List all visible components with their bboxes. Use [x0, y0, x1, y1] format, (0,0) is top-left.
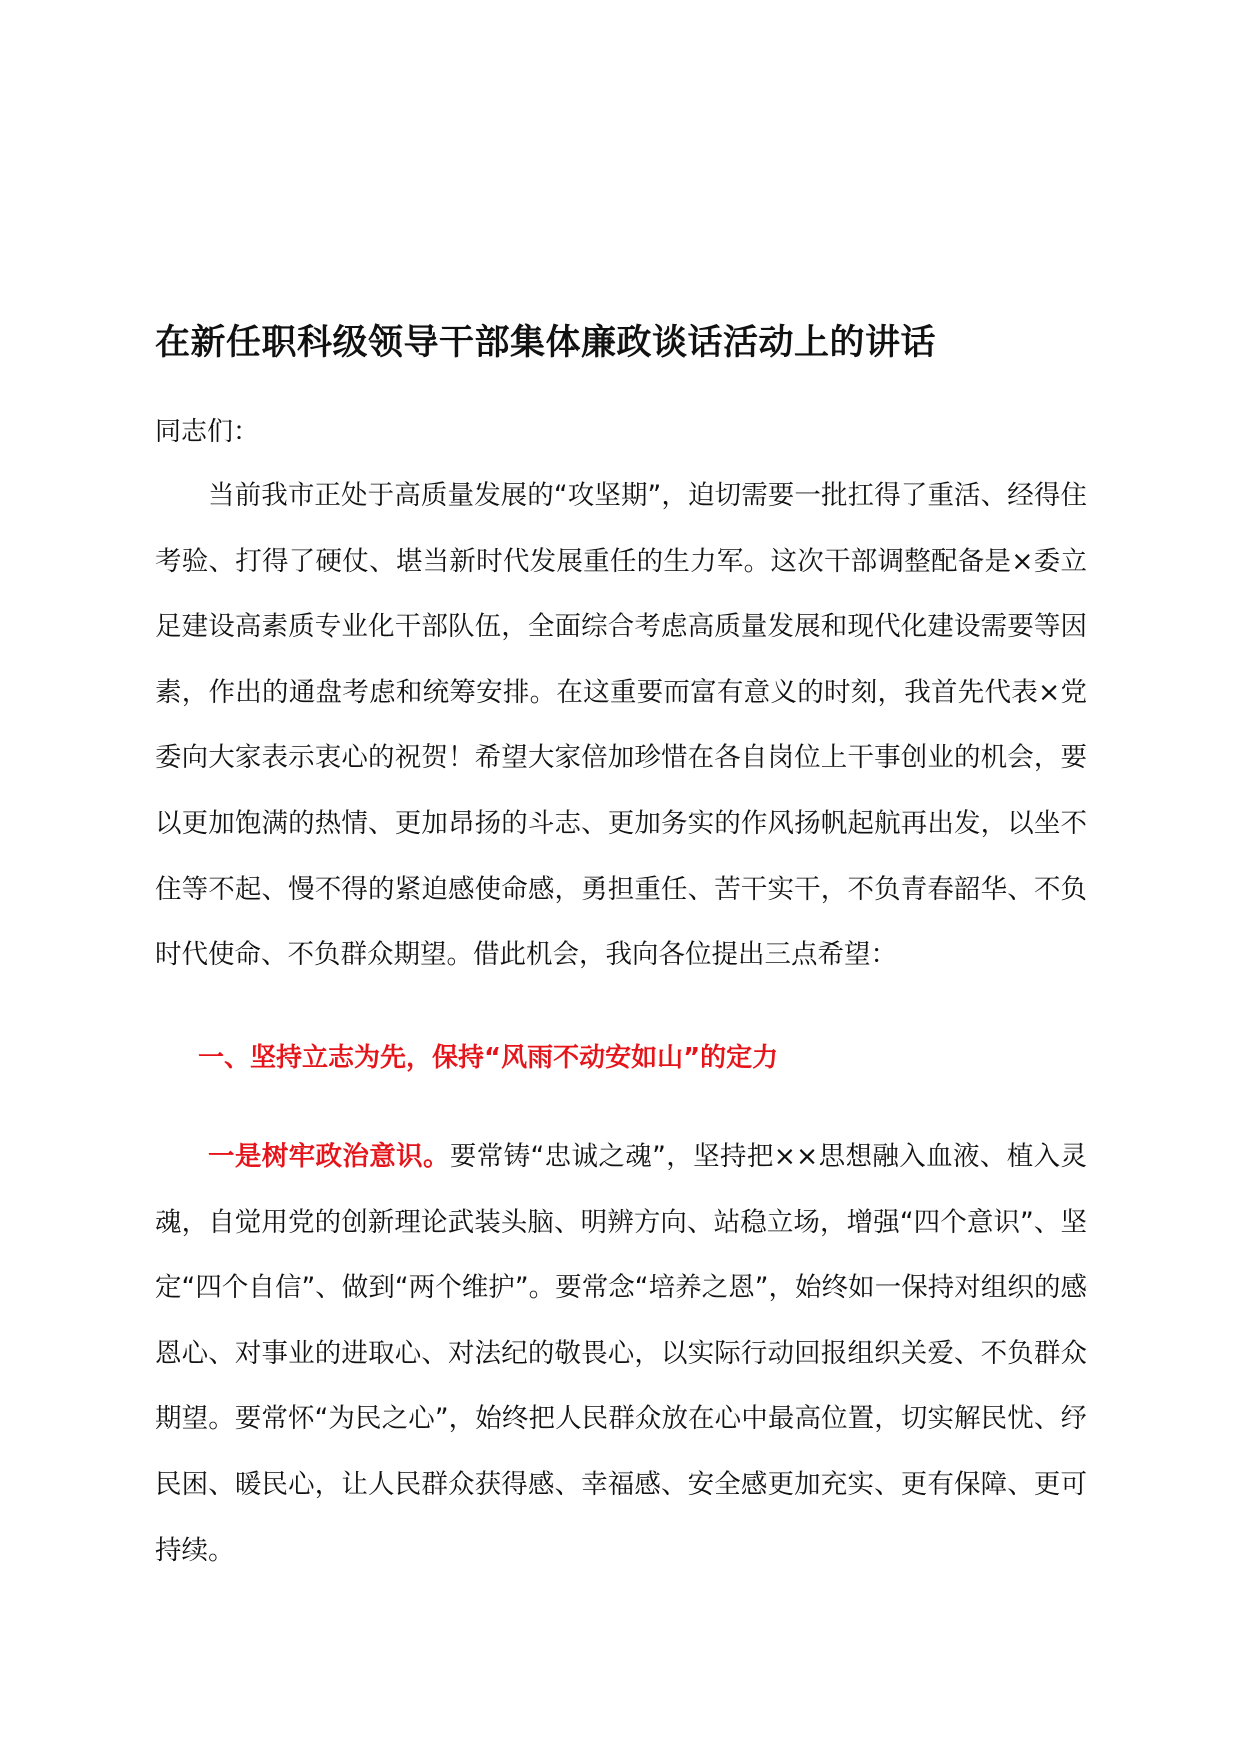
document-title: 在新任职科级领导干部集体廉政谈话活动上的讲话	[155, 323, 937, 363]
salutation: 同志们：	[155, 417, 260, 447]
paragraph-lead: 一是树牢政治意识。	[208, 1141, 450, 1172]
section-heading-1: 一、坚持立志为先，保持“风雨不动安如山”的定力	[198, 1043, 779, 1073]
paragraph-body: 要常铸“忠诚之魂”，坚持把××思想融入血液、植入灵魂，自觉用党的创新理论武装头脑、明辨方向、站稳立场，增强“四个意识”、坚定“四个自信”、做到“两个维护”。要常念“培养之恩”，始终如一保持对组织的感恩心、对事业的进取心、对法纪的敬畏心，以实际行动回报组织关爱、不负群众期望。要常怀“为民之心”，始终把人民群众放在心中最高位置，切实解民忧、纾民困、暖民心，让人民群众获得感、幸福感、安全感更加充实、更有保障、更可持续。	[155, 1141, 1088, 1566]
paragraph-political-awareness	[155, 1124, 1087, 1583]
paragraph-intro: 当前我市正处于高质量发展的“攻坚期”，迫切需要一批扛得了重活、经得住考验、打得了硬仗、堪当新时代发展重任的生力军。这次干部调整配备是×委立足建设高素质专业化干部队伍，全面综合考虑高质量发展和现代化建设需要等因素，作出的通盘考虑和统筹安排。在这重要而富有意义的时刻，我首先代表×党委向大家表示衷心的祝贺！希望大家倍加珍惜在各自岗位上干事创业的机会，要以更加饱满的热情、更加昂扬的斗志、更加务实的作风扬帆起航再出发，以坐不住等不起、慢不得的紧迫感使命感，勇担重任、苦干实干，不负青春韶华、不负时代使命、不负群众期望。借此机会，我向各位提出三点希望：	[155, 480, 1087, 971]
document-page	[155, 0, 1087, 1754]
